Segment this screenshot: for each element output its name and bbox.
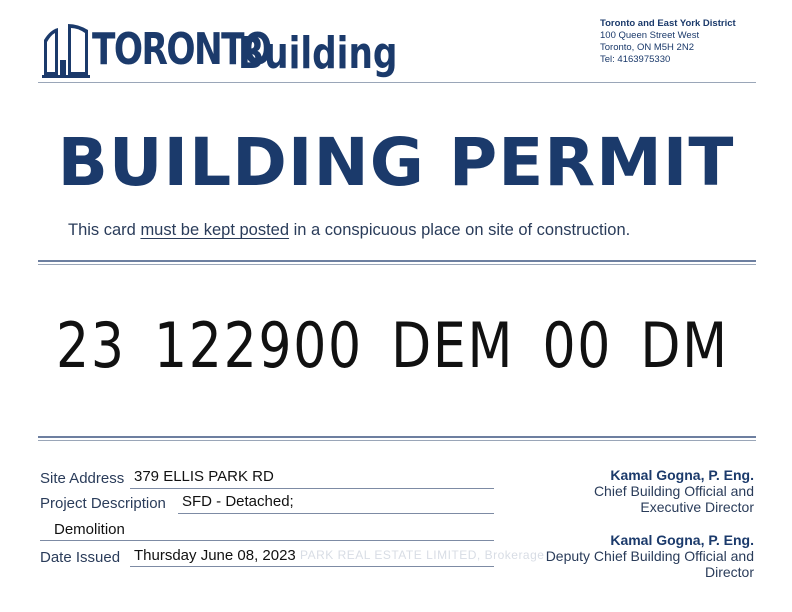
brand-building-wordmark: Building (238, 28, 398, 79)
watermark-text: PARK REAL ESTATE LIMITED, Brokerage (300, 548, 545, 562)
date-issued-line (130, 566, 494, 567)
chief-building-official (594, 467, 754, 515)
permit-title: BUILDING PERMIT (57, 124, 735, 201)
district-city: Toronto, ON M5H 2N2 (600, 42, 694, 53)
district-street: 100 Queen Street West (600, 30, 700, 41)
divider-top (38, 260, 756, 265)
site-address-label: Site Address (40, 470, 125, 487)
official-name: Kamal Gogna, P. Eng. (610, 532, 754, 548)
official-title-line-1: Chief Building Official and (593, 483, 754, 499)
site-address-value: 379 ELLIS PARK RD (134, 468, 274, 485)
project-description-line (178, 513, 494, 514)
permit-number: 23 122900 DEM 00 DM (56, 309, 729, 382)
posting-notice (68, 221, 630, 240)
date-issued-value: Thursday June 08, 2023 (134, 547, 296, 564)
notice-text-before: This card (68, 221, 141, 239)
brand-city-wordmark: TORONTO (92, 24, 271, 75)
official-name: Kamal Gogna, P. Eng. (610, 467, 754, 483)
project-description-value: SFD - Detached; (182, 493, 294, 510)
divider-bottom (38, 436, 756, 441)
project-description-label: Project Description (40, 495, 166, 512)
notice-text-underlined: must be kept posted (140, 221, 290, 239)
district-address-block (600, 18, 736, 66)
deputy-chief-building-official (546, 532, 754, 580)
site-address-line (130, 488, 494, 489)
notice-text-after: in a conspicuous place on site of construction. (289, 221, 631, 239)
official-title-line-1: Deputy Chief Building Official and (545, 548, 754, 564)
header-divider (38, 82, 756, 83)
official-title-line-2: Executive Director (640, 499, 754, 515)
project-description-continued: Demolition (54, 521, 125, 538)
city-hall-towers-icon (42, 22, 90, 78)
project-description-line-2 (40, 540, 494, 541)
date-issued-label: Date Issued (40, 549, 121, 566)
official-title-line-2: Director (704, 564, 754, 580)
district-phone: Tel: 4163975330 (600, 54, 671, 65)
district-name: Toronto and East York District (600, 18, 736, 29)
